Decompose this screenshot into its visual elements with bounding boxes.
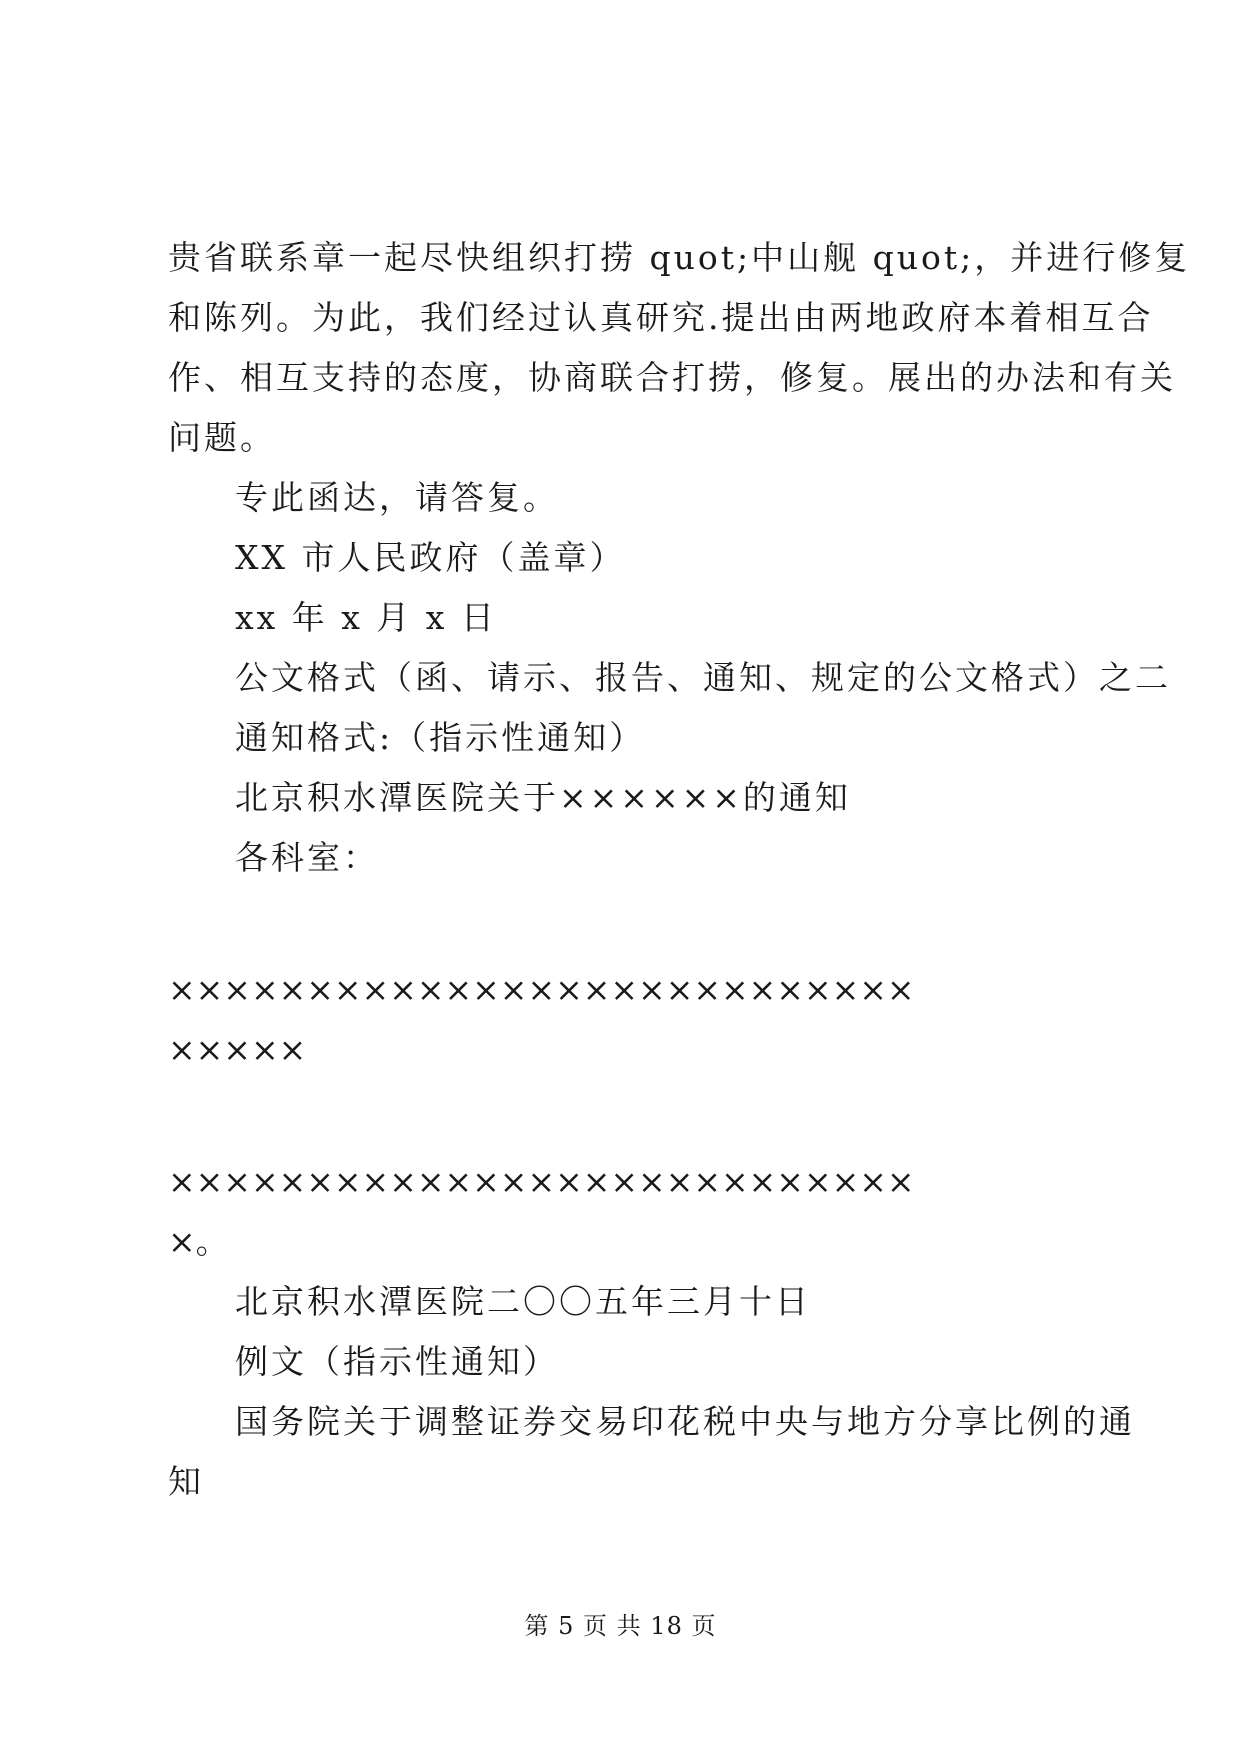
placeholder-line: ××××× (168, 1030, 307, 1069)
example-title-continued: 知 (168, 1462, 204, 1501)
spacer (168, 1080, 1083, 1152)
format-subheading: 通知格式:（指示性通知） (235, 718, 646, 757)
section-heading: 公文格式（函、请示、报告、通知、规定的公文格式）之二 (235, 658, 1171, 697)
paragraph-line: 和陈列。为此，我们经过认真研究.提出由两地政府本着相互合 (168, 298, 1154, 337)
paragraph-line: 问题。 (168, 418, 276, 457)
placeholder-line: ××××××××××××××××××××××××××× (168, 970, 915, 1009)
notice-title: 北京积水潭医院关于××××××的通知 (235, 778, 851, 817)
document-body (168, 228, 1191, 1512)
example-title: 国务院关于调整证券交易印花税中央与地方分享比例的通 (235, 1402, 1135, 1441)
placeholder-line: ××××××××××××××××××××××××××× (168, 1162, 915, 1201)
closing-request: 专此函达，请答复。 (235, 478, 559, 517)
paragraph-line: 作、相互支持的态度，协商联合打捞，修复。展出的办法和有关 (168, 358, 1176, 397)
sender-signature: XX 市人民政府（盖章） (235, 538, 626, 577)
paragraph-line: 贵省联系章一起尽快组织打捞 quot;中山舰 quot;，并进行修复 (168, 238, 1191, 277)
sender-date: xx 年 x 月 x 日 (235, 598, 497, 637)
notice-recipient: 各科室： (235, 838, 379, 877)
placeholder-line: ×。 (168, 1222, 229, 1261)
example-heading: 例文（指示性通知） (235, 1342, 559, 1381)
page-number-footer: 第 5 页 共 18 页 (524, 1612, 717, 1640)
notice-date: 北京积水潭医院二〇〇五年三月十日 (235, 1282, 811, 1321)
spacer (168, 888, 1083, 960)
